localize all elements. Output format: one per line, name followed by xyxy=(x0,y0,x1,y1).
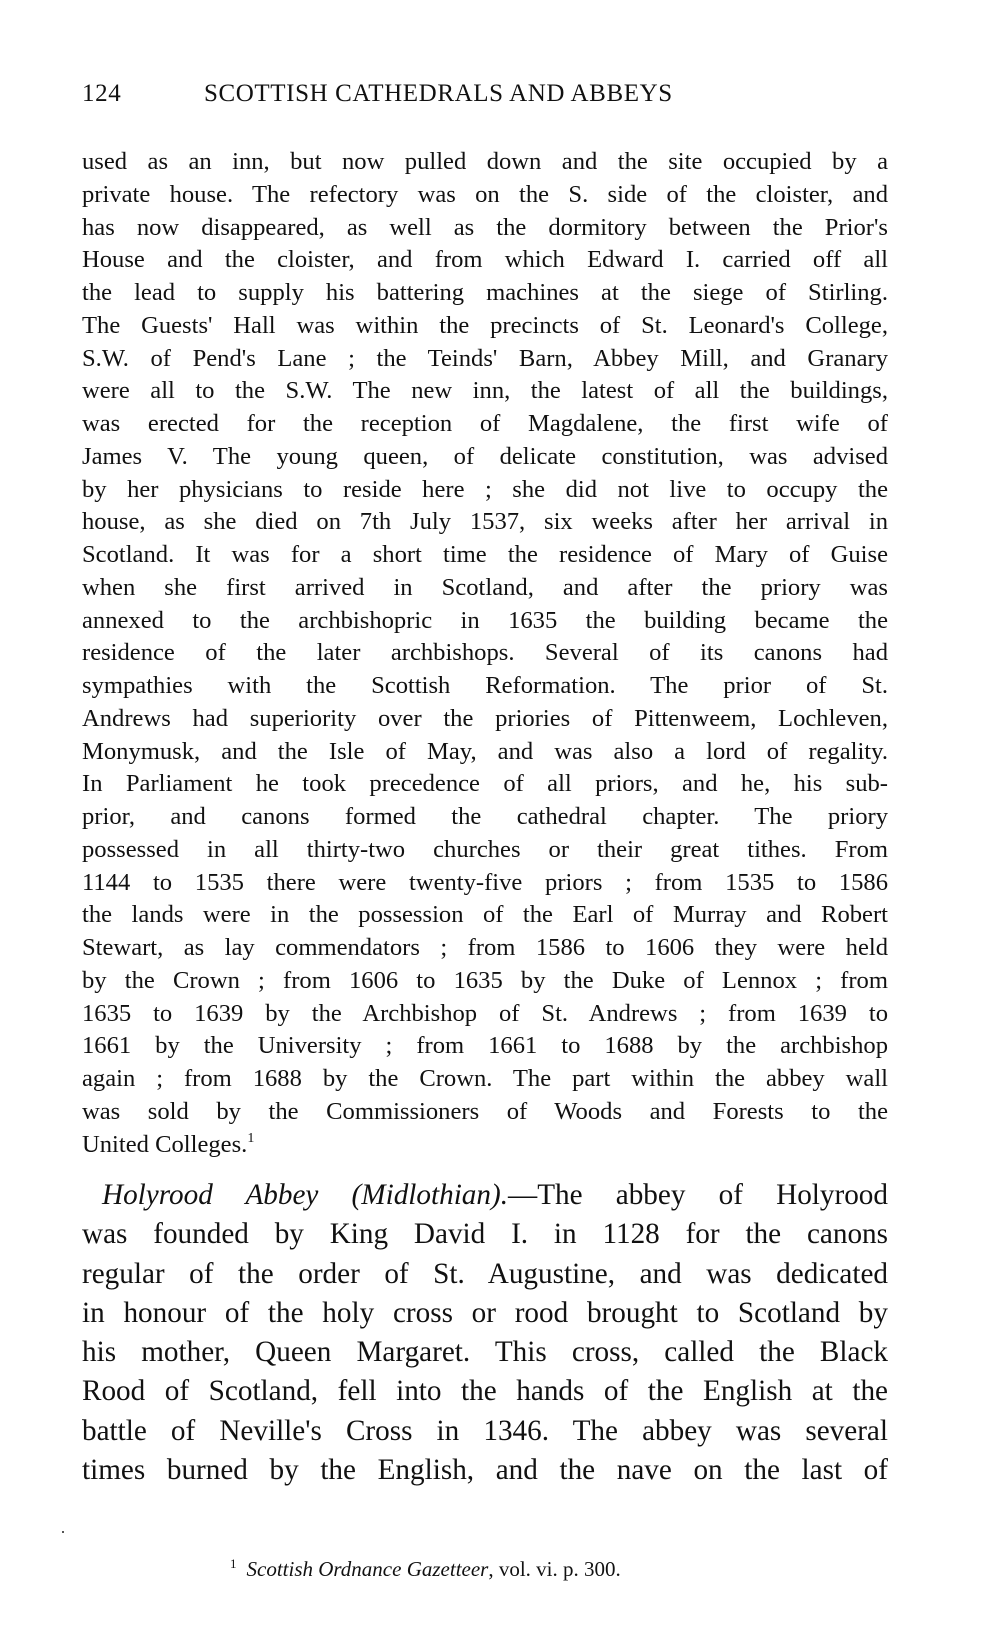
text-line-last xyxy=(82,1129,888,1162)
text-line: Andrews had superiority over the priories of Pittenweem, Lochleven, xyxy=(82,704,888,732)
text-line: S.W. of Pend's Lane ; the Teinds' Barn, Abbey Mill, and Granary xyxy=(82,344,888,372)
footnote xyxy=(230,1556,621,1582)
text-line: battle of Neville's Cross in 1346. The abbey was several xyxy=(82,1414,888,1447)
footnote-reference[interactable]: 1 xyxy=(247,1130,255,1146)
text-line: by her physicians to reside here ; she did not live to occupy the xyxy=(82,475,888,503)
text-line-first xyxy=(82,1176,888,1215)
text-line: his mother, Queen Margaret. This cross, called the Black xyxy=(82,1336,888,1369)
text-line: sympathies with the Scottish Reformation. The prior of St. xyxy=(82,672,888,699)
text-line: were all to the S.W. The new inn, the latest of all the buildings, xyxy=(82,377,888,405)
text-line: The Guests' Hall was within the precincts of St. Leonard's College, xyxy=(82,311,888,339)
footnote-marker: 1 xyxy=(230,1556,237,1571)
text-line: the lands were in the possession of the Earl of Murray and Robert xyxy=(82,901,888,929)
text-line: 1144 to 1535 there were twenty-five priors ; from 1535 to 1586 xyxy=(82,868,888,896)
text-line: In Parliament he took precedence of all priors, and he, his sub- xyxy=(82,770,888,798)
text-line: was founded by King David I. in 1128 for the canons xyxy=(82,1218,888,1251)
text-line: house, as she died on 7th July 1537, six weeks after her arrival in xyxy=(82,508,888,536)
text-line: Rood of Scotland, fell into the hands of the English at the xyxy=(82,1375,888,1408)
text-line: Monymusk, and the Isle of May, and was also a lord of regality. xyxy=(82,737,888,765)
text-line: Stewart, as lay commendators ; from 1586 to 1606 they were held xyxy=(82,934,888,961)
footnote-source-detail: , vol. vi. p. 300. xyxy=(488,1557,621,1581)
running-head-title: SCOTTISH CATHEDRALS AND ABBEYS xyxy=(204,80,673,107)
text-line: House and the cloister, and from which Edward I. carried off all xyxy=(82,246,888,274)
text-line: has now disappeared, as well as the dormitory between the Prior's xyxy=(82,213,888,241)
text-line: prior, and canons formed the cathedral chapter. The priory xyxy=(82,803,888,830)
running-head xyxy=(82,80,782,114)
scan-speck xyxy=(62,1531,64,1533)
text-line: residence of the later archbishops. Several of its canons had xyxy=(82,639,888,667)
text-line: was sold by the Commissioners of Woods and Forests to the xyxy=(82,1097,888,1125)
text-line: was erected for the reception of Magdalene, the first wife of xyxy=(82,410,888,437)
text-line: times burned by the English, and the nave on the last of xyxy=(82,1454,888,1487)
text-line: regular of the order of St. Augustine, and was dedicated xyxy=(82,1257,888,1290)
paragraph-holyrood-abbey xyxy=(82,1176,888,1490)
text-line: the lead to supply his battering machines at the siege of Stirling. xyxy=(82,279,888,306)
text-line: 1661 by the University ; from 1661 to 1688 by the archbishop xyxy=(82,1032,888,1060)
text-line: private house. The refectory was on the S. side of the cloister, and xyxy=(82,180,888,208)
text-line: again ; from 1688 by the Crown. The part within the abbey wall xyxy=(82,1065,888,1092)
text-line: used as an inn, but now pulled down and the site occupied by a xyxy=(82,148,888,175)
text-line: James V. The young queen, of delicate constitution, was advised xyxy=(82,442,888,470)
footnote-source-title: Scottish Ordnance Gazetteer xyxy=(246,1557,489,1581)
text-line: annexed to the archbishopric in 1635 the building became the xyxy=(82,606,888,634)
text-line: by the Crown ; from 1606 to 1635 by the Duke of Lennox ; from xyxy=(82,966,888,994)
text-line: possessed in all thirty-two churches or their great tithes. From xyxy=(82,835,888,863)
page-number: 124 xyxy=(82,80,122,107)
text-line-last-content: United Colleges. xyxy=(82,1130,248,1158)
section-heading-italic: Holyrood Abbey (Midlothian). xyxy=(102,1179,509,1211)
text-line: 1635 to 1639 by the Archbishop of St. Andrews ; from 1639 to xyxy=(82,999,888,1027)
text-line: in honour of the holy cross or rood brought to Scotland by xyxy=(82,1296,888,1329)
text-line: Scotland. It was for a short time the residence of Mary of Guise xyxy=(82,541,888,568)
paragraph-st-andrews-priory xyxy=(82,146,888,1161)
text-line-first-rest: —The abbey of Holyrood xyxy=(508,1179,888,1211)
text-line: when she first arrived in Scotland, and after the priory was xyxy=(82,573,888,601)
